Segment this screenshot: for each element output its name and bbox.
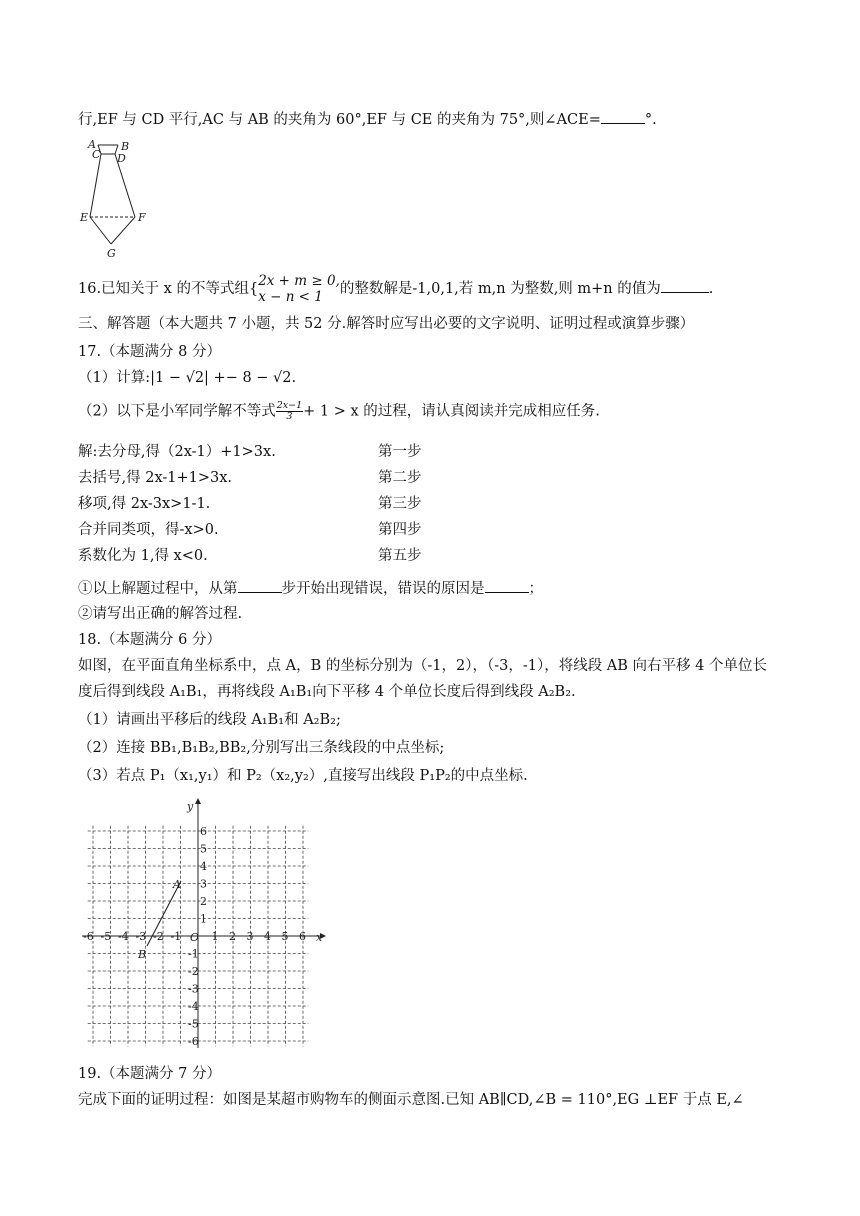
tie-label-a: A (88, 140, 96, 151)
q19-desc: 完成下面的证明过程：如图是某超市购物车的侧面示意图.已知 AB∥CD,∠B = 110°,EG ⊥EF 于点 E,∠ (78, 1092, 744, 1108)
q16-ineq2: x − n < 1 (258, 289, 323, 305)
y-tick-label: 2 (200, 895, 207, 908)
x-tick-label: 5 (281, 930, 289, 943)
q15-text-end: °. (644, 112, 657, 128)
q16-end: . (708, 281, 714, 297)
x-axis-label: x (316, 931, 323, 944)
solution-step-label: 第二步 (378, 470, 422, 486)
answer-blank (485, 578, 529, 593)
fraction-denominator: 3 (286, 411, 293, 422)
fraction-numerator: 2x−1 (276, 400, 303, 411)
y-axis-label: y (187, 800, 194, 813)
answer-blank (661, 278, 709, 293)
y-tick-label: 3 (200, 877, 207, 891)
answer-blank (238, 578, 282, 593)
q17-task1-b: 步开始出现错误，错误的原因是 (281, 581, 485, 597)
point-a-label: A (173, 878, 181, 891)
x-tick-label: 4 (264, 930, 271, 943)
x-tick-label: 6 (299, 930, 306, 943)
y-tick-label: 6 (200, 825, 207, 838)
tie-figure (78, 140, 158, 262)
solution-step-label: 第五步 (378, 548, 422, 564)
section-heading: 三、解答题（本大题共 7 小题，共 52 分.解答时应写出必要的文字说明、证明过程或演算步骤） (78, 316, 695, 332)
q17-task1 (78, 578, 543, 599)
q18-header: 18.（本题满分 6 分） (78, 632, 222, 648)
q17-task2: ②请写出正确的解答过程. (78, 606, 243, 622)
q18-part2: （2）连接 BB₁,B₁B₂,BB₂,分别写出三条线段的中点坐标; (78, 740, 445, 756)
solution-step-text: 合并同类项，得-x>0. (78, 522, 219, 538)
y-tick-label: 4 (200, 860, 207, 873)
origin-label: O (190, 931, 200, 944)
q17-part2-suffix: + 1 > x 的过程，请认真阅读并完成相应任务. (303, 403, 600, 420)
x-tick-label: -5 (100, 930, 112, 943)
tie-label-g: G (107, 247, 116, 260)
x-tick-label: -2 (153, 930, 164, 943)
y-tick-label: -5 (188, 1017, 199, 1031)
solution-step-text: 解:去分母,得（2x-1）+1>3x. (78, 444, 276, 460)
q17-part1: （1）计算:|1 − √2| +− 8 − √2. (78, 370, 297, 386)
q16-text (78, 272, 713, 306)
q17-fraction (276, 401, 303, 422)
x-tick-label: -4 (118, 930, 129, 943)
q17-header: 17.（本题满分 8 分） (78, 344, 222, 360)
q17-part2-prefix: （2）以下是小军同学解不等式 (78, 403, 276, 420)
q16-ineq1: 2x + m ≥ 0, (258, 273, 340, 289)
x-tick-label: 1 (211, 930, 219, 943)
x-tick-label: 3 (246, 930, 254, 943)
q18-desc-line1: 如图，在平面直角坐标系中，点 A，B 的坐标分别为（-1，2），（-3，-1），将线段 AB 向右平移 4 个单位长 (78, 658, 767, 674)
q16-inequality-system (258, 273, 340, 305)
x-tick-label: -3 (135, 930, 147, 943)
coordinate-grid (78, 798, 338, 1056)
q19-header: 19.（本题满分 7 分） (78, 1066, 222, 1082)
solution-step-text: 系数化为 1,得 x<0. (78, 548, 208, 564)
q15-text-main: 行,EF 与 CD 平行,AC 与 AB 的夹角为 60°,EF 与 CE 的夹角为 75°,则∠ACE= (78, 112, 601, 128)
tie-label-b: B (121, 140, 130, 153)
x-tick-label: -6 (83, 930, 94, 943)
q18-part3: （3）若点 P₁（x₁,y₁）和 P₂（x₂,y₂）,直接写出线段 P₁P₂的中点坐标. (78, 768, 528, 784)
x-tick-label: 2 (229, 930, 236, 943)
solution-step-text: 移项,得 2x-3x>1-1. (78, 496, 211, 512)
point-b-label: B (138, 948, 147, 961)
q17-part2 (78, 401, 600, 422)
q17-task1-c: ； (528, 581, 543, 597)
solution-step-label: 第一步 (378, 444, 422, 460)
y-tick-label: 1 (200, 912, 207, 926)
y-tick-label: -4 (188, 1000, 199, 1013)
solution-step-label: 第三步 (378, 496, 422, 512)
q18-part1: （1）请画出平移后的线段 A₁B₁和 A₂B₂; (78, 712, 341, 728)
tie-label-d: D (117, 152, 126, 165)
y-tick-label: -6 (188, 1035, 199, 1048)
y-axis-arrow-icon (195, 798, 201, 804)
y-tick-label: -2 (188, 965, 199, 978)
y-tick-label: 5 (200, 842, 207, 856)
tie-label-e: E (80, 211, 89, 224)
x-tick-label: -1 (170, 930, 182, 943)
q17-task1-a: ①以上解题过程中，从第 (78, 581, 238, 597)
tie-label-f: F (138, 211, 146, 224)
q18-desc-line2: 度后得到线段 A₁B₁，再将线段 A₁B₁向下平移 4 个单位长度后得到线段 A₂B₂. (78, 684, 576, 700)
q15-text (78, 109, 657, 130)
q16-suffix: 的整数解是-1,0,1,若 m,n 为整数,则 m+n 的值为 (339, 281, 661, 297)
y-tick-label: -1 (188, 947, 199, 961)
q16-prefix: 16.已知关于 x 的不等式组{ (78, 281, 259, 297)
answer-blank (601, 109, 645, 124)
solution-step-label: 第四步 (378, 522, 422, 538)
y-tick-label: -3 (188, 982, 199, 996)
tie-label-c: C (92, 148, 101, 161)
solution-step-text: 去括号,得 2x-1+1>3x. (78, 470, 233, 486)
